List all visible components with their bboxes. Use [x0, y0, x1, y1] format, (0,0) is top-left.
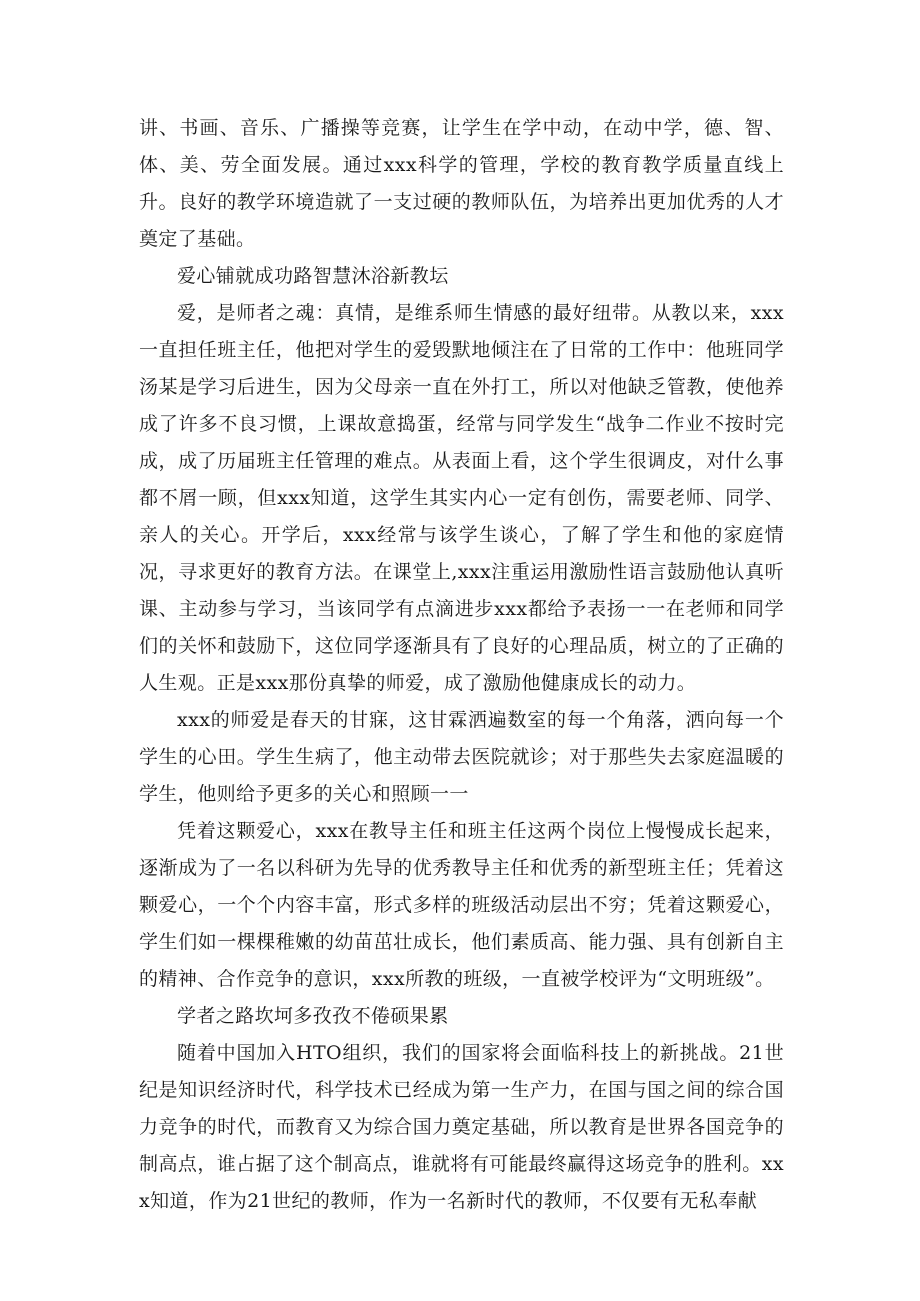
- section-heading-love: 爱心铺就成功路智慧沐浴新教坛: [177, 265, 449, 287]
- paragraph-love-soul: 爱，是师者之魂：真情，是维系师生情感的最好纽带。从教以来，xxx一直担任班主任，他把对学生的爱毁默地倾注在了日常的工作中：他班同学汤某是学习后进生，因为父母亲一直在外打工，所以对他缺乏管教，使他养成了许多不良习惯，上课故意捣蛋，经常与同学发生“战争二作业不按时完成，成了历届班主任管理的难点。从表面上看，这个学生很调皮，对什么事都不屑一顾，但xxx知道，这学生其实内心一定有创伤，需要老师、同学、亲人的关心。开学后，xxx经常与该学生谈心，了解了学生和他的家庭情况，寻求更好的教育方法。在课堂上,xxx注重运用激励性语言鼓励他认真听课、主动参与学习，当该同学有点滴进步xxx都给予表扬一一在老师和同学们的关怀和鼓励下，这位同学逐渐具有了良好的心理品质，树立的了正确的人生观。正是xxx那份真挚的师爱，成了激励他健康成长的动力。: [139, 302, 784, 694]
- document-body: [139, 110, 784, 1220]
- paragraph-wto-challenge: 随着中国加入HTO组织，我们的国家将会面临科技上的新挑战。21世纪是知识经济时代，科学技术已经成为第一生产力，在国与国之间的综合国力竞争的时代，而教育又为综合国力奠定基础，所以教育是世界各国竞争的制高点，谁占据了这个制高点，谁就将有可能最终赢得这场竞争的胜利。xxx知道，作为21世纪的教师，作为一名新时代的教师，不仅要有无私奉献: [139, 1042, 784, 1212]
- section-heading-scholar: 学者之路坎坷多孜孜不倦硕果累: [177, 1005, 449, 1027]
- paragraph-spring-rain: xxx的师爱是春天的甘寐，这甘霖洒遍数室的每一个角落，洒向每一个学生的心田。学生生病了，他主动带去医院就诊；对于那些失去家庭温暖的学生，他则给予更多的关心和照顾一一: [139, 709, 784, 805]
- paragraph-with-this-heart: 凭着这颗爱心，xxx在教导主任和班主任这两个岗位上慢慢成长起来，逐渐成为了一名以科研为先导的优秀教导主任和优秀的新型班主任；凭着这颗爱心，一个个内容丰富，形式多样的班级活动层出不穷；凭着这颗爱心，学生们如一棵棵稚嫩的幼苗茁壮成长，他们素质高、能力强、具有创新自主的精神、合作竞争的意识，xxx所教的班级，一直被学校评为“文明班级”。: [139, 820, 784, 990]
- paragraph-continuation: 讲、书画、音乐、广播操等竞赛，让学生在学中动，在动中学，德、智、体、美、劳全面发展。通过xxx科学的管理，学校的教育教学质量直线上升。良好的教学环境造就了一支过硬的教师队伍，为培养出更加优秀的人才奠定了基础。: [139, 117, 784, 250]
